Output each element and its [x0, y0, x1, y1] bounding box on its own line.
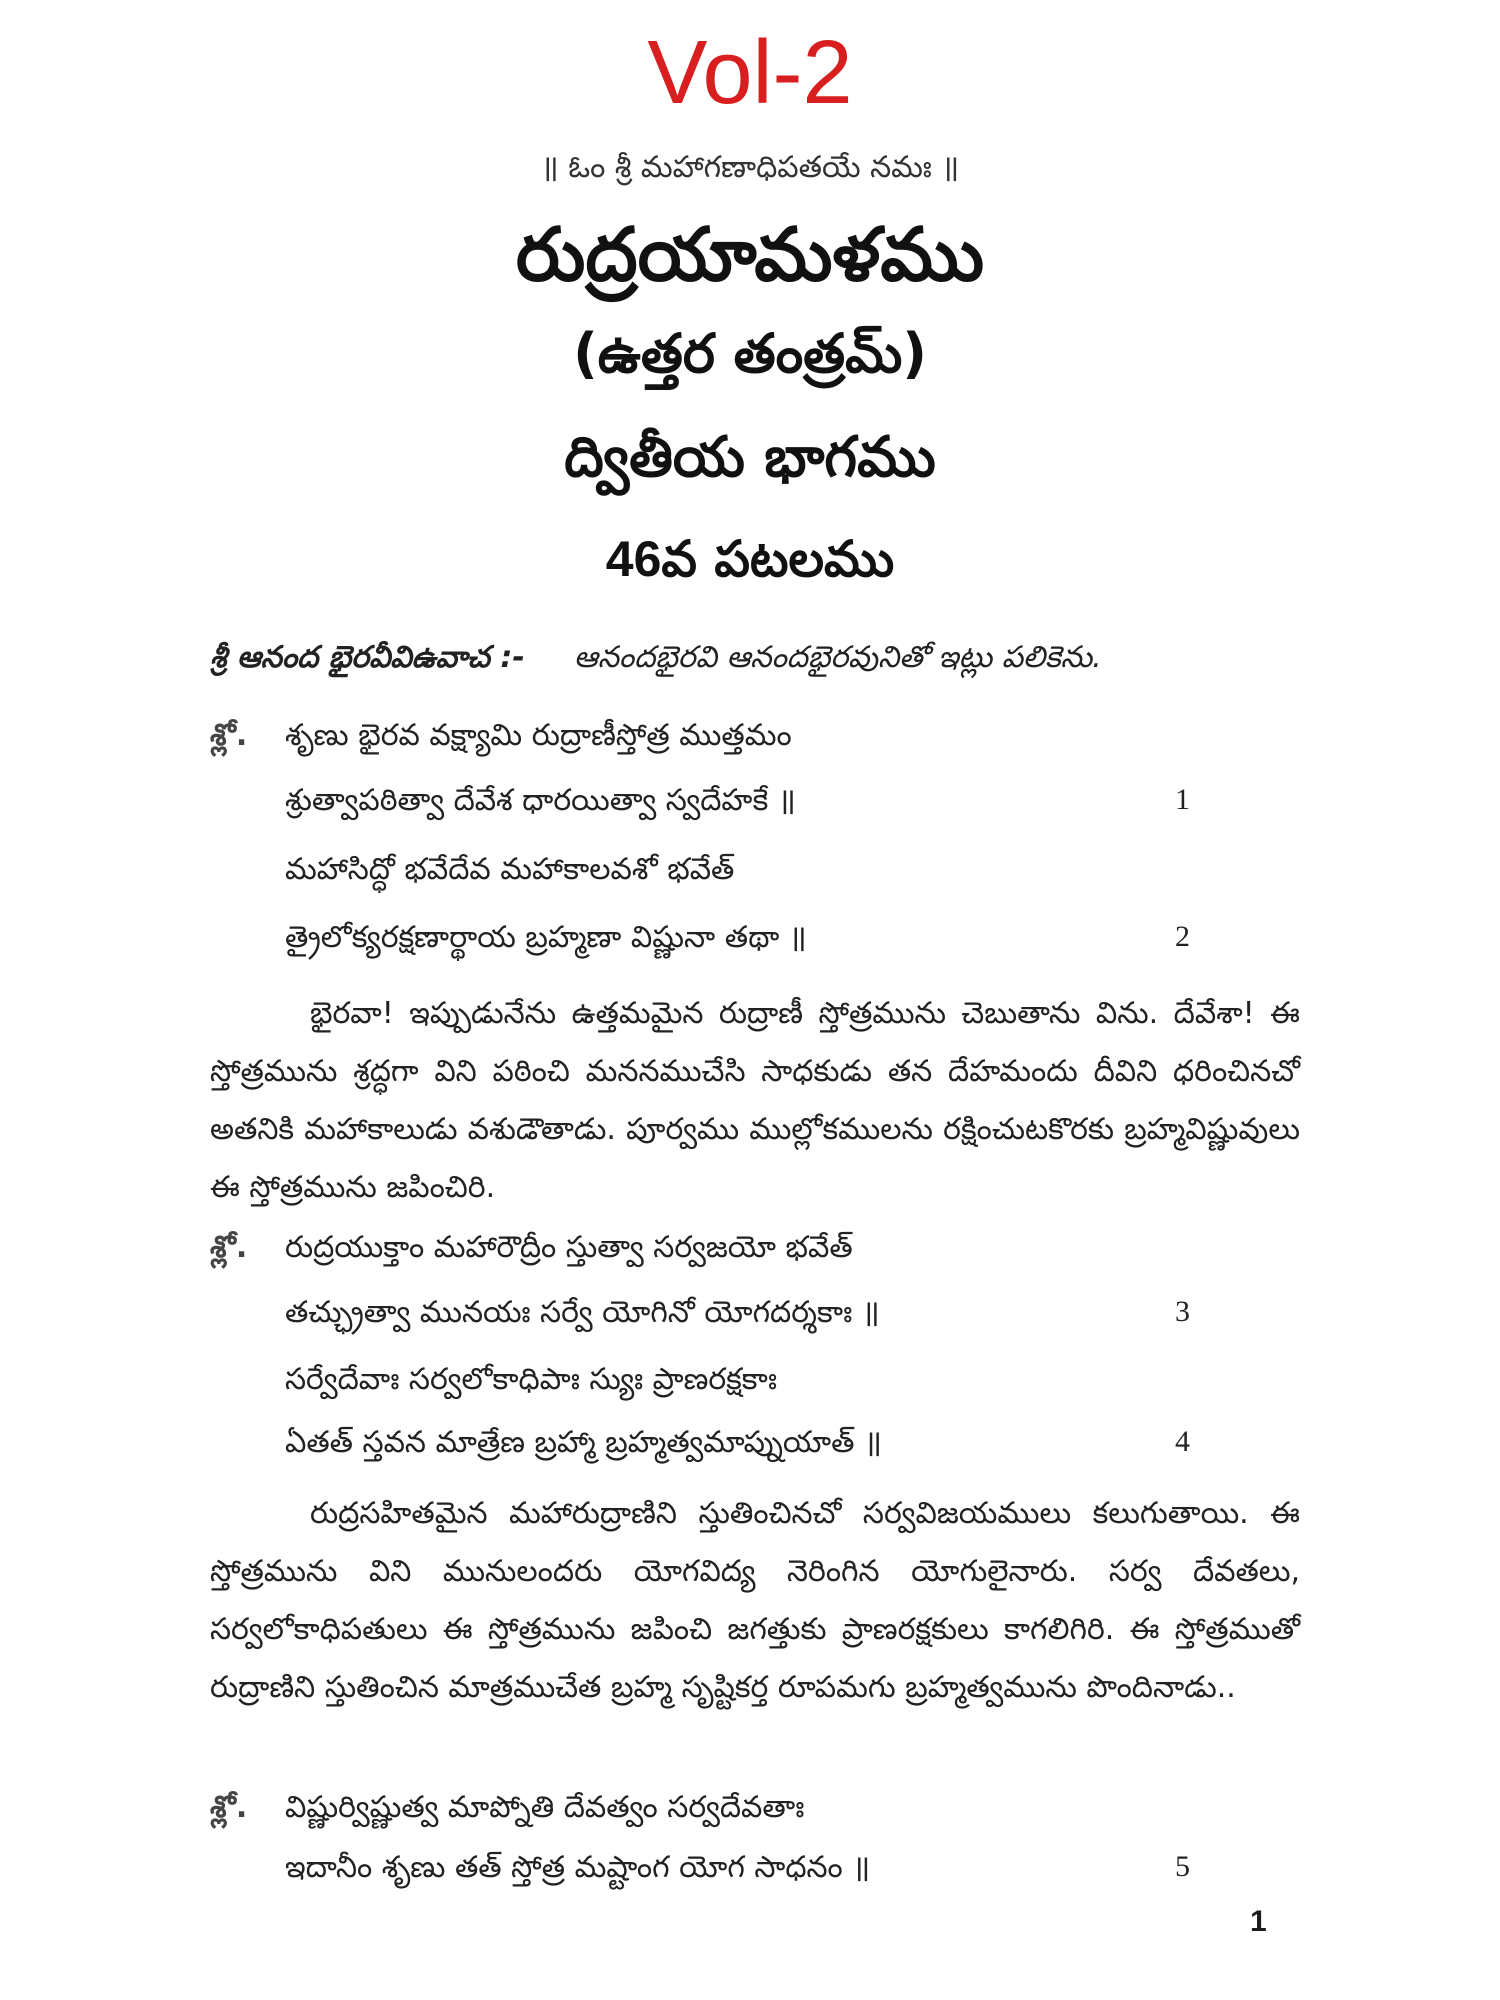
page-number: 1 [1250, 1905, 1267, 1938]
book-title: రుద్రయామళము [515, 212, 985, 298]
verse-number: 2 [1175, 920, 1190, 953]
chapter-label: వ పటలము [661, 530, 895, 588]
chapter-number: 46 [605, 531, 662, 587]
chapter-heading [0, 530, 1500, 601]
book-subtitle: (ఉత్తర తంత్రమ్) [573, 322, 927, 385]
invocation: ॥ ఓం శ్రీ మహాగణాధిపతయే నమః ॥ [540, 150, 960, 185]
part-heading: ద్వితీయ భాగము [564, 425, 936, 490]
prose-paragraph [210, 1485, 1300, 1717]
verse-number: 4 [1175, 1425, 1190, 1458]
prose-paragraph [210, 985, 1300, 1217]
verse-line: రుద్రయుక్తాం మహారౌద్రీం స్తుత్వా సర్వజయో భవేత్ [285, 1230, 853, 1265]
shloka-marker: శ్లో. [210, 718, 248, 753]
verse-line: తచ్ఛ్రుత్వా మునయః సర్వే యోగినో యోగదర్శకాః ॥ [285, 1295, 880, 1330]
verse-line: ఏతత్ స్తవన మాత్రేణ బ్రహ్మా బ్రహ్మత్వమాప్నుయాత్ ॥ [285, 1425, 882, 1460]
verse-line: సర్వేదేవాః సర్వలోకాధిపాః స్యుః ప్రాణరక్షకాః [285, 1362, 777, 1397]
prose-text: రుద్రసహితమైన మహారుద్రాణిని స్తుతించినచో సర్వవిజయములు కలుగుతాయి. ఈ స్తోత్రమును విని మునులందరు యోగవిద్య నెరింగిన యోగులైనారు. సర్వ దేవతలు, సర్వలోకాధిపతులు ఈ స్తోత్రమును జపించి జగత్తుకు ప్రాణరక్షకులు కాగలిగిరి. ఈ స్తోత్రముతో రుద్రాణిని స్తుతించిన మాత్రముచేత బ్రహ్మ సృష్టికర్త రూపమగు బ్రహ్మత్వమును పొందినాడు.. [210, 1496, 1300, 1705]
verse-line: విష్ణుర్విష్ణుత్వ మాప్నోతి దేవత్వం సర్వదేవతాః [285, 1790, 805, 1825]
verse-number: 5 [1175, 1850, 1190, 1883]
verse-line: మహాసిద్ధో భవేదేవ మహాకాలవశో భవేత్ [285, 852, 735, 887]
shloka-marker: శ్లో. [210, 1230, 248, 1265]
shloka-marker: శ్లో. [210, 1790, 248, 1825]
verse-number: 3 [1175, 1295, 1190, 1328]
volume-label: Vol-2 [647, 23, 853, 123]
verse-line: ఇదానీం శృణు తత్ స్తోత్ర మష్టాంగ యోగ సాధనం ॥ [285, 1850, 871, 1885]
verse-line: శ్రుత్వాపఠిత్వా దేవేశ ధారయిత్వా స్వదేహకే ॥ [285, 783, 796, 818]
verse-line: త్రైలోక్యరక్షణార్థాయ బ్రహ్మణా విష్ణునా తథా ॥ [285, 920, 807, 955]
speaker-translation: ఆనందభైరవి ఆనందభైరవునితో ఇట్లు పలికెను. [573, 640, 1102, 675]
speaker-label: శ్రీ ఆనంద భైరవీవిఉవాచ :- [210, 640, 525, 675]
intro-line [210, 640, 1102, 682]
prose-text: భైరవా! ఇప్పుడునేను ఉత్తమమైన రుద్రాణీ స్తోత్రమును చెబుతాను విను. దేవేశా! ఈ స్తోత్రమును శ్రద్ధగా విని పఠించి మననముచేసి సాధకుడు తన దేహమందు దీవిని ధరించినచో అతనికి మహాకాలుడు వశుడౌతాడు. పూర్వము ముల్లోకములను రక్షించుటకొరకు బ్రహ్మవిష్ణువులు ఈ స్తోత్రమును జపించిరి. [210, 996, 1300, 1205]
verse-number: 1 [1175, 783, 1190, 816]
verse-line: శృణు భైరవ వక్ష్యామి రుద్రాణీస్తోత్ర ముత్తమం [285, 718, 792, 753]
